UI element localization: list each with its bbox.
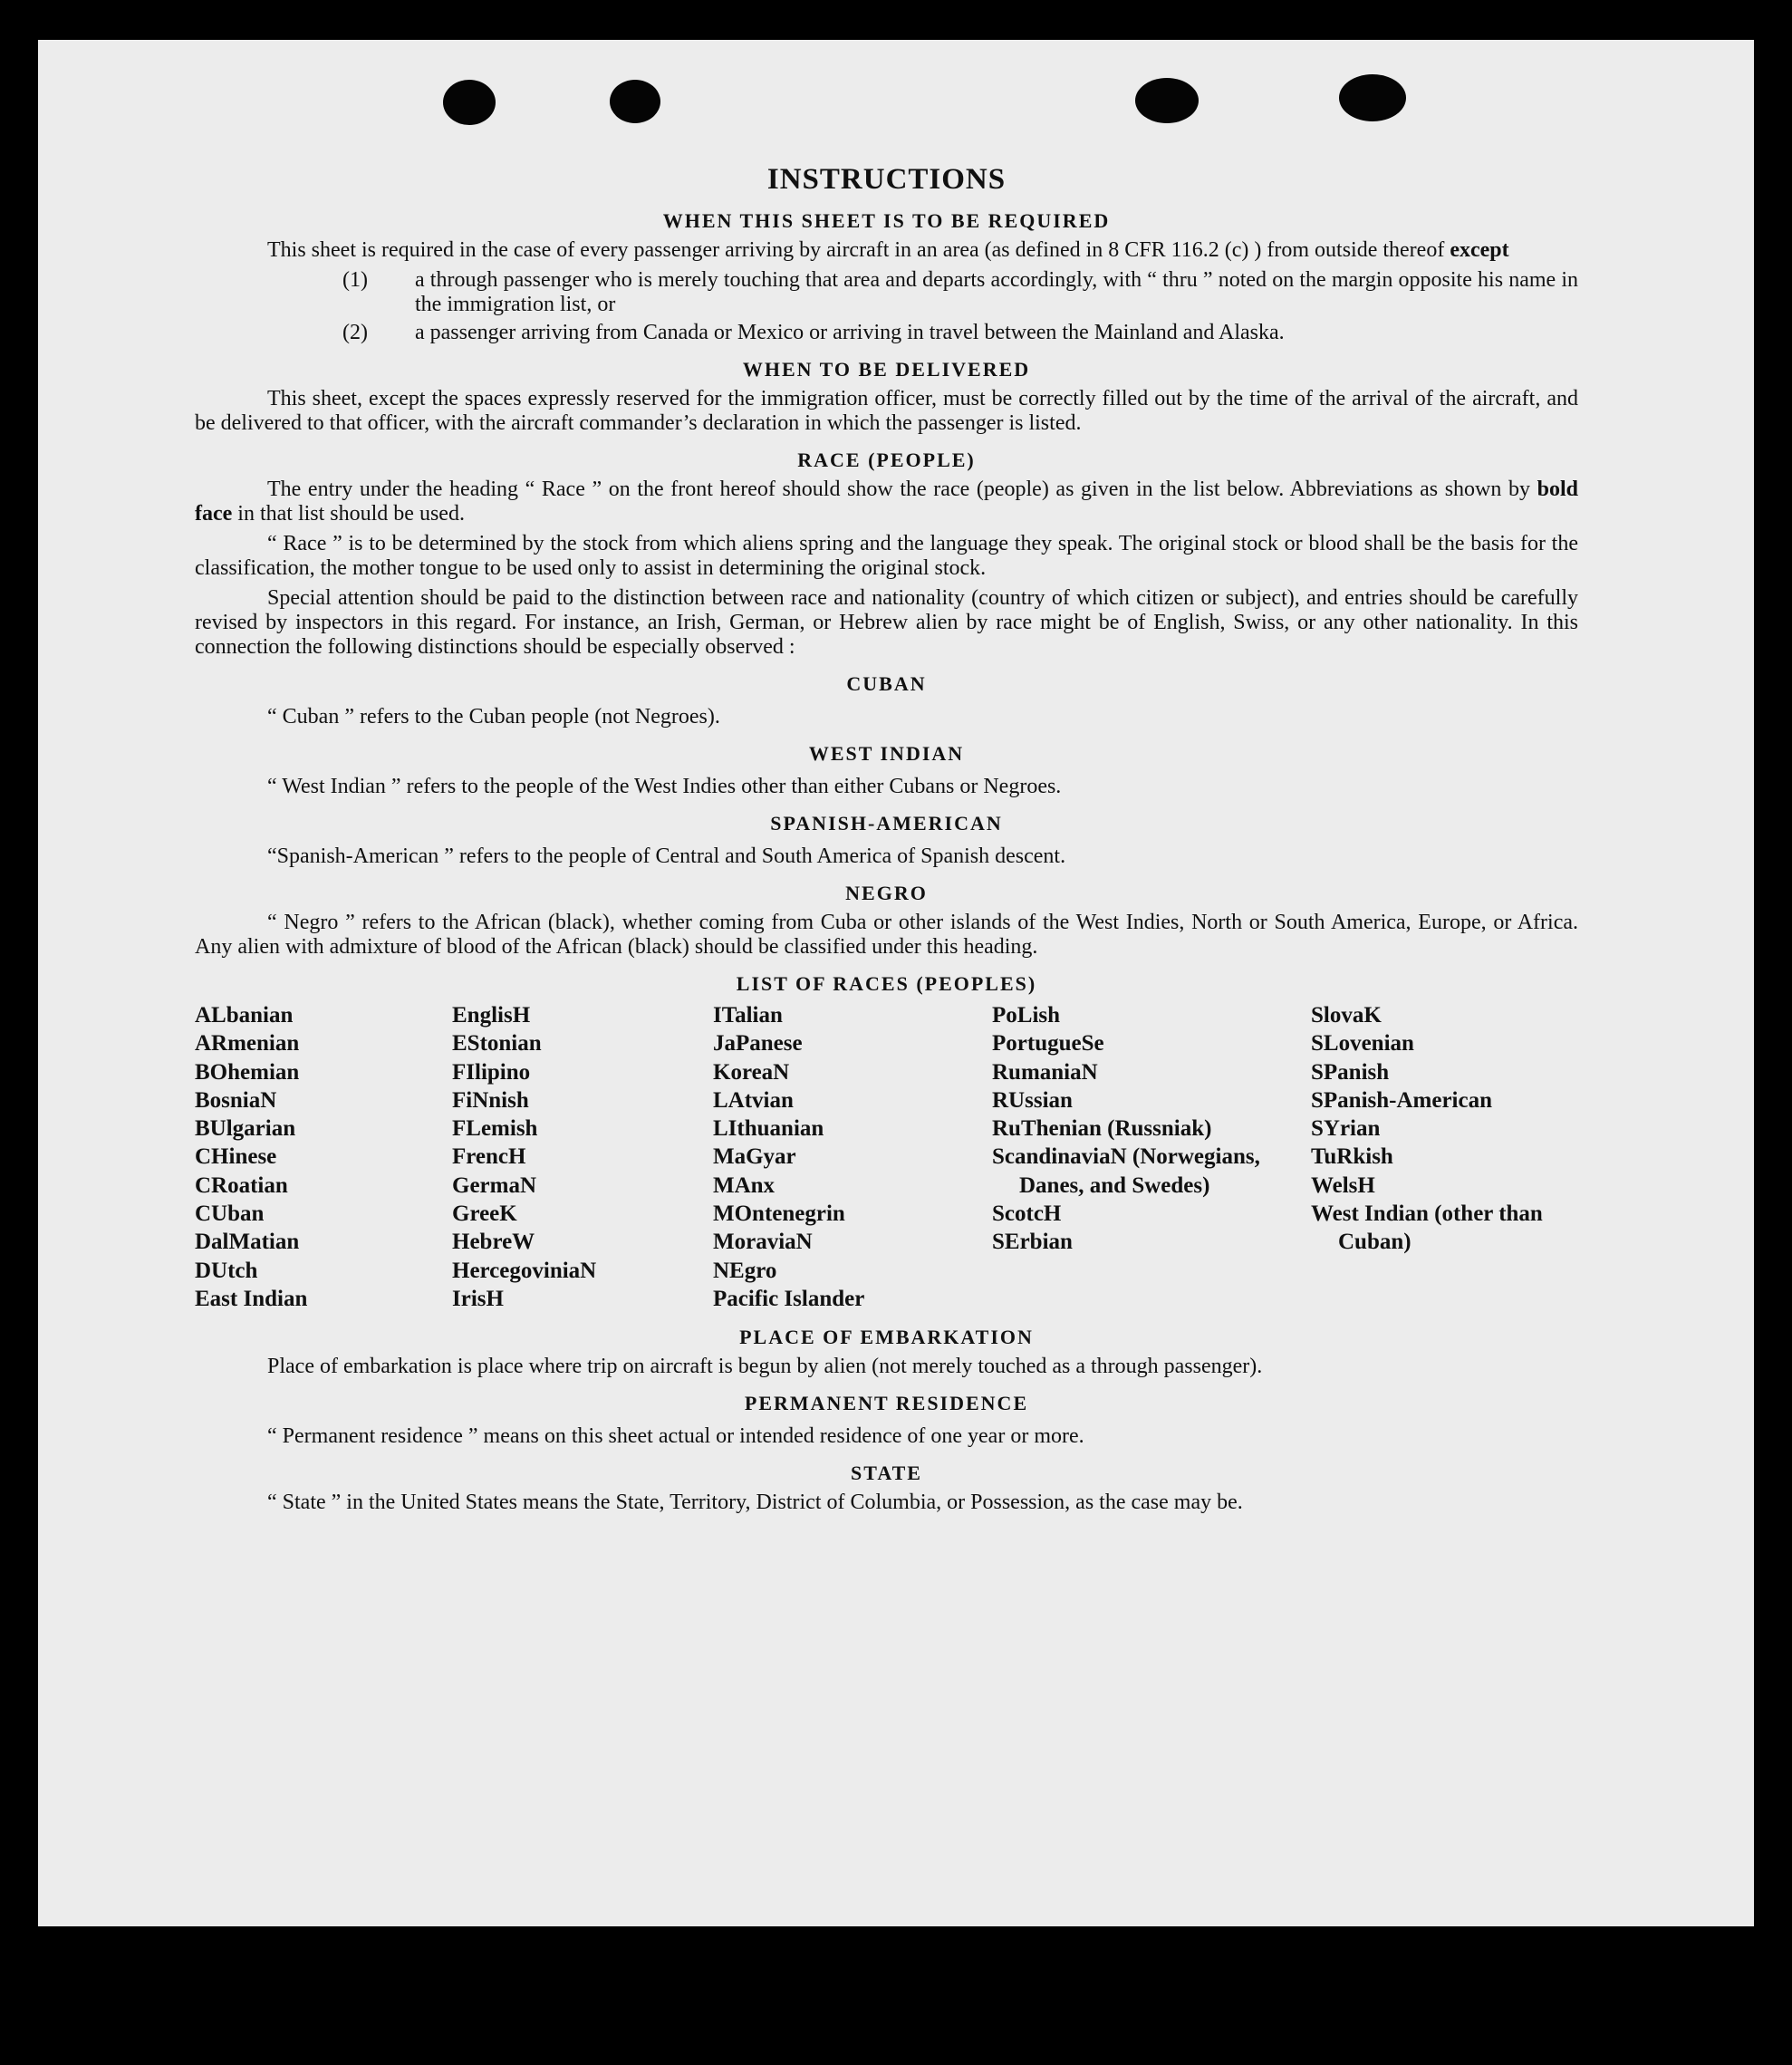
- race-list-item: NEgro: [713, 1258, 777, 1283]
- race-list-item: SlovaK: [1311, 1003, 1382, 1028]
- punch-hole: [610, 80, 660, 123]
- west-indian-text: “ West Indian ” refers to the people of the West Indies other than either Cubans or Negroes.: [267, 775, 1062, 798]
- section-heading-race: RACE (PEOPLE): [797, 449, 976, 471]
- race-list-item: SPanish-American: [1311, 1087, 1492, 1113]
- spanish-american-text: “Spanish-American ” refers to the people of Central and South America of Spanish descent.: [267, 844, 1066, 868]
- race-paragraph-2: “ Race ” is to be determined by the stock from which aliens spring and the language they speak. The original stock or blood shall be the basis for the classification, the mother tongue to be used only to assist in determining the original stock.: [195, 532, 1578, 580]
- race-column: [713, 1001, 992, 1313]
- race-list-item: GermaN: [452, 1172, 537, 1198]
- section-heading-west-indian: WEST INDIAN: [808, 742, 965, 765]
- punch-hole: [443, 80, 496, 125]
- race-column: [992, 1001, 1311, 1313]
- race-list-item: BosniaN: [195, 1087, 277, 1113]
- section-heading-negro: NEGRO: [845, 882, 928, 904]
- required-item-2: (2) a passenger arriving from Canada or Mexico or arriving in travel between the Mainland and Alaska.: [342, 321, 1285, 344]
- race-list-item: LIthuanian: [713, 1116, 824, 1142]
- section-heading-list-of-races: LIST OF RACES (PEOPLES): [736, 972, 1037, 995]
- race-list-item: MoraviaN: [713, 1230, 813, 1255]
- race-list-item: FrencH: [452, 1144, 526, 1170]
- document-body: [195, 163, 1578, 1520]
- state-text: “ State ” in the United States means the State, Territory, District of Columbia, or Possession, as the case may be.: [267, 1491, 1243, 1515]
- punch-hole: [1339, 74, 1406, 121]
- race-list-item: EStonian: [452, 1031, 542, 1057]
- race-list-item: PoLish: [992, 1003, 1061, 1028]
- race-list-item: CHinese: [195, 1144, 277, 1170]
- required-intro: This sheet is required in the case of every passenger arriving by aircraft in an area (as defined in 8 CFR 116.2 (c) ) from outside thereof except: [267, 238, 1509, 262]
- race-list-item: PortugueSe: [992, 1031, 1104, 1057]
- race-list-item: JaPanese: [713, 1031, 803, 1057]
- race-column: [452, 1001, 713, 1313]
- race-list-item: SLovenian: [1311, 1031, 1414, 1057]
- race-list: [195, 1001, 1578, 1313]
- race-list-item: ITalian: [713, 1003, 783, 1028]
- race-list-item: BOhemian: [195, 1059, 300, 1085]
- race-list-item: ARmenian: [195, 1031, 300, 1057]
- race-list-item: EnglisH: [452, 1003, 531, 1028]
- race-list-item: HebreW: [452, 1230, 535, 1255]
- negro-text: “ Negro ” refers to the African (black), whether coming from Cuba or other islands of the West Indies, North or South America, Europe, or Africa. Any alien with admixture of blood of the African (black) should be classified under this heading.: [195, 911, 1578, 959]
- race-list-item: TuRkish: [1311, 1144, 1393, 1170]
- race-list-item: RuThenian (Russniak): [992, 1116, 1212, 1142]
- race-list-item: BUlgarian: [195, 1116, 296, 1142]
- race-list-item: GreeK: [452, 1201, 517, 1227]
- race-list-item: MaGyar: [713, 1144, 796, 1170]
- race-list-item: SErbian: [992, 1230, 1073, 1255]
- race-paragraph-3: Special attention should be paid to the distinction between race and nationality (country of which citizen or subject), and entries should be carefully revised by inspectors in this regard. For instance, an Irish, German, or Hebrew alien by race might be of English, Swiss, or any other nationality. In this connection the following distinctions should be especially observed :: [195, 586, 1578, 659]
- race-list-item: SYrian: [1311, 1116, 1381, 1142]
- race-list-item: FLemish: [452, 1116, 538, 1142]
- section-heading-cuban: CUBAN: [846, 672, 927, 695]
- race-column: [195, 1001, 452, 1313]
- race-list-item: IrisH: [452, 1286, 504, 1311]
- required-item-1: (1) a through passenger who is merely touching that area and departs accordingly, with “ thru ” noted on the margin opposite his name in the immigration list, or: [342, 268, 1578, 316]
- section-heading-delivered: WHEN TO BE DELIVERED: [742, 358, 1031, 381]
- race-list-item: FiNnish: [452, 1087, 529, 1113]
- race-list-item: SPanish: [1311, 1059, 1390, 1085]
- race-list-item: KoreaN: [713, 1059, 790, 1085]
- race-list-item: West Indian (other than Cuban): [1311, 1201, 1543, 1255]
- page-title: INSTRUCTIONS: [766, 163, 1007, 196]
- cuban-text: “ Cuban ” refers to the Cuban people (not Negroes).: [267, 705, 720, 729]
- race-list-item: ScotcH: [992, 1201, 1062, 1227]
- race-list-item: CRoatian: [195, 1172, 288, 1198]
- race-list-item: RumaniaN: [992, 1059, 1098, 1085]
- race-list-item: WelsH: [1311, 1172, 1375, 1198]
- race-list-item: RUssian: [992, 1087, 1073, 1113]
- race-list-item: CUban: [195, 1201, 265, 1227]
- race-list-item: MAnx: [713, 1172, 776, 1198]
- section-heading-residence: PERMANENT RESIDENCE: [744, 1392, 1029, 1415]
- section-heading-embarkation: PLACE OF EMBARKATION: [739, 1326, 1034, 1349]
- race-list-item: Pacific Islander: [713, 1286, 865, 1311]
- delivered-text: This sheet, except the spaces expressly reserved for the immigration officer, must be correctly filled out by the time of the arrival of the aircraft, and be delivered to that officer, with the aircraft commander’s declaration in which the passenger is listed.: [195, 387, 1578, 435]
- race-paragraph-1: The entry under the heading “ Race ” on the front hereof should show the race (people) as given in the list below. Abbreviations as shown by bold face in that list should be used.: [195, 478, 1578, 526]
- race-list-item: LAtvian: [713, 1087, 794, 1113]
- race-list-item: ALbanian: [195, 1003, 294, 1028]
- residence-text: “ Permanent residence ” means on this sheet actual or intended residence of one year or more.: [267, 1424, 1084, 1449]
- race-list-item: ScandinaviaN (Norwegians, Danes, and Swedes): [992, 1144, 1260, 1198]
- race-list-item: MOntenegrin: [713, 1201, 845, 1227]
- race-list-item: HercegoviniaN: [452, 1258, 597, 1283]
- embarkation-text: Place of embarkation is place where trip on aircraft is begun by alien (not merely touched as a through passenger).: [267, 1355, 1263, 1379]
- race-list-item: DalMatian: [195, 1230, 300, 1255]
- section-heading-spanish-american: SPANISH-AMERICAN: [770, 812, 1003, 835]
- race-column: [1311, 1001, 1578, 1313]
- race-list-item: DUtch: [195, 1258, 258, 1283]
- section-heading-state: STATE: [851, 1462, 922, 1485]
- punch-hole: [1135, 78, 1199, 123]
- race-list-item: FIlipino: [452, 1059, 531, 1085]
- race-list-item: East Indian: [195, 1286, 308, 1311]
- section-heading-required: WHEN THIS SHEET IS TO BE REQUIRED: [662, 209, 1111, 232]
